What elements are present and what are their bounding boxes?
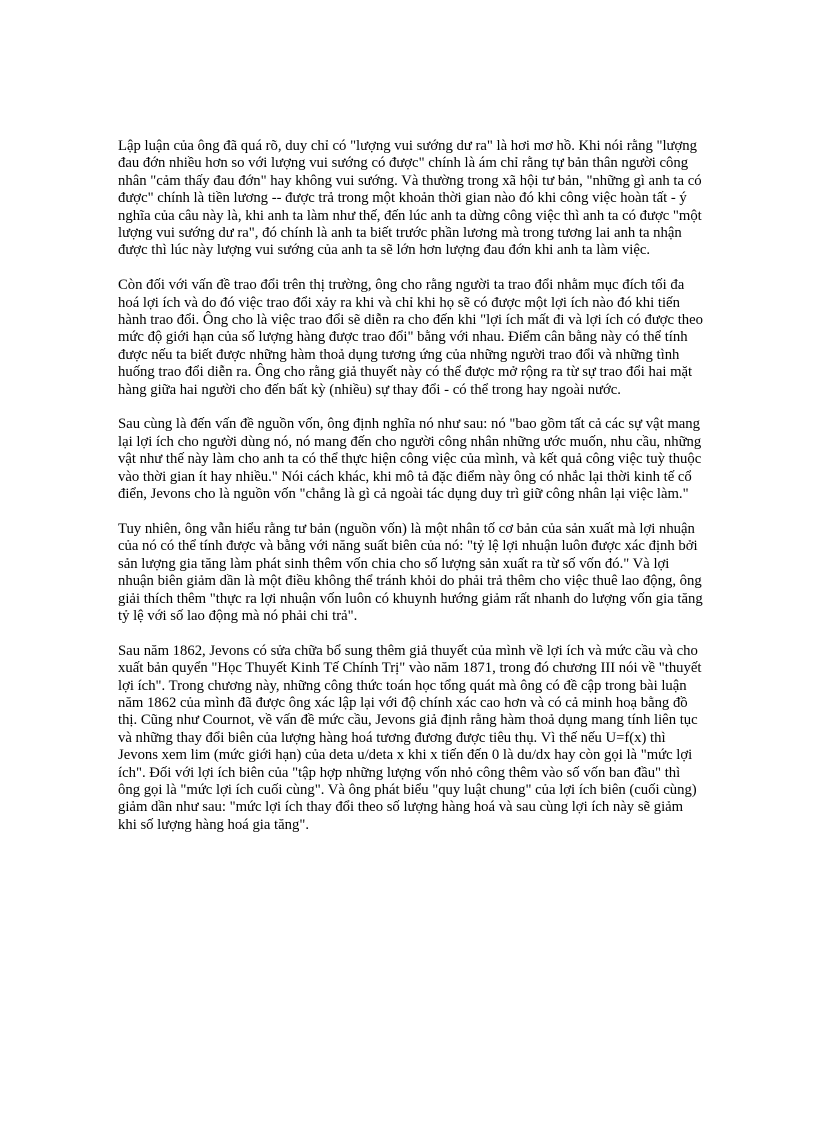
paragraph-2: Còn đối với vấn đề trao đổi trên thị trường, ông cho rằng người ta trao đổi nhằm mục đích tối đa hoá lợi ích và do đó việc trao đổi xảy ra khi và chỉ khi họ sẽ có được một lợi ích nào đó khi tiến hành trao đổi. Ông cho là việc trao đổi sẽ diễn ra cho đến khi "lợi ích mất đi và lợi ích có được theo mức độ giới hạn của số lượng hàng được trao đổi" bằng với nhau. Điểm cân bằng này có thể tính được nếu ta biết được những hàm thoả dụng tương ứng của những người trao đổi và những tình huống trao đổi diễn ra. Ông cho rằng giả thuyết này có thể được mở rộng ra từ sự trao đổi hai mặt hàng giữa hai người cho đến bất kỳ (nhiều) sự thay đổi - có thể trong hay ngoài nước. [118,277,704,398]
paragraph-4: Tuy nhiên, ông vẫn hiểu rằng tư bản (nguồn vốn) là một nhân tố cơ bản của sản xuất mà lợi nhuận của nó có thể tính được và bằng với năng suất biên của nó: "tỷ lệ lợi nhuận luôn được xác định bởi sản lượng gia tăng làm phát sinh thêm vốn chia cho số lượng sản xuất ra từ số vốn đó." Và lợi nhuận biên giảm dần là một điều không thể tránh khỏi do phải trả thêm cho việc thuê lao động, ông giải thích thêm "thực ra lợi nhuận vốn luôn có khuynh hướng giảm rất nhanh do lượng vốn gia tăng tỷ lệ với số lao động mà nó phải chi trả". [118,520,703,624]
paragraph-1: Lập luận của ông đã quá rõ, duy chỉ có "lượng vui sướng dư ra" là hơi mơ hồ. Khi nói rằng "lượng đau đớn nhiều hơn so với lượng vui sướng có được" chính là ám chỉ rằng tự bản thân người công nhân "cảm thấy đau đớn" hay không vui sướng. Và thường trong xã hội tư bản, "những gì anh ta có được" chính là tiền lương -- được trả trong một khoản thời gian nào đó khi công việc hoàn tất - ý nghĩa của câu này là, khi anh ta làm như thế, đến lúc anh ta dừng công việc thì anh ta có được "một lượng vui sướng dư ra", đó chính là anh ta biết trước phần lương mà trong tương lai anh ta nhận được thì lúc này lượng vui sướng của anh ta sẽ lớn hơn lượng đau đớn khi anh ta làm việc. [118,138,702,259]
paragraph-3: Sau cùng là đến vấn đề nguồn vốn, ông định nghĩa nó như sau: nó "bao gồm tất cả các sự vật mang lại lợi ích cho người dùng nó, nó mang đến cho người công nhân những ước muốn, nhu cầu, những vật như thế này làm cho anh ta có thể thực hiện công việc của mình, và kết quả công việc tuỳ thuộc vào thời gian ít hay nhiều." Nói cách khác, khi mô tả đặc điểm này ông có nhắc lại thời kinh tế cổ điển, Jevons cho là nguồn vốn "chẳng là gì cả ngoài tác dụng duy trì giữ công nhân lại việc làm." [118,416,702,503]
paragraph-5: Sau năm 1862, Jevons có sửa chữa bổ sung thêm giả thuyết của mình về lợi ích và mức cầu và cho xuất bản quyển "Học Thuyết Kinh Tế Chính Trị" vào năm 1871, trong đó chương III nói về "thuyết lợi ích". Trong chương này, những công thức toán học tổng quát mà ông có đề cập trong bài luận năm 1862 của mình đã được ông xác lập lại với độ chính xác cao hơn và có cả minh hoạ bằng đồ thị. Cũng như Cournot, về vấn đề mức cầu, Jevons giả định rằng hàm thoả dụng mang tính liên tục và những thay đổi biên của lượng hàng hoá tương đương được tiêu thụ. Vì thế nếu U=f(x) thì Jevons xem lim (mức giới hạn) của deta u/deta x khi x tiến đến 0 là du/dx hay còn gọi là "mức lợi ích". Đối với lợi ích biên của "tập hợp những lượng vốn nhỏ công thêm vào số vốn ban đầu" thì ông gọi là "mức lợi ích cuối cùng". Và ông phát biểu "quy luật chung" của lợi ích biên (cuối cùng) giảm dần như sau: "mức lợi ích thay đổi theo số lượng hàng hoá và sau cùng lợi ích này sẽ giảm khi số lượng hàng hoá gia tăng". [118,642,702,833]
document-body [118,138,704,852]
